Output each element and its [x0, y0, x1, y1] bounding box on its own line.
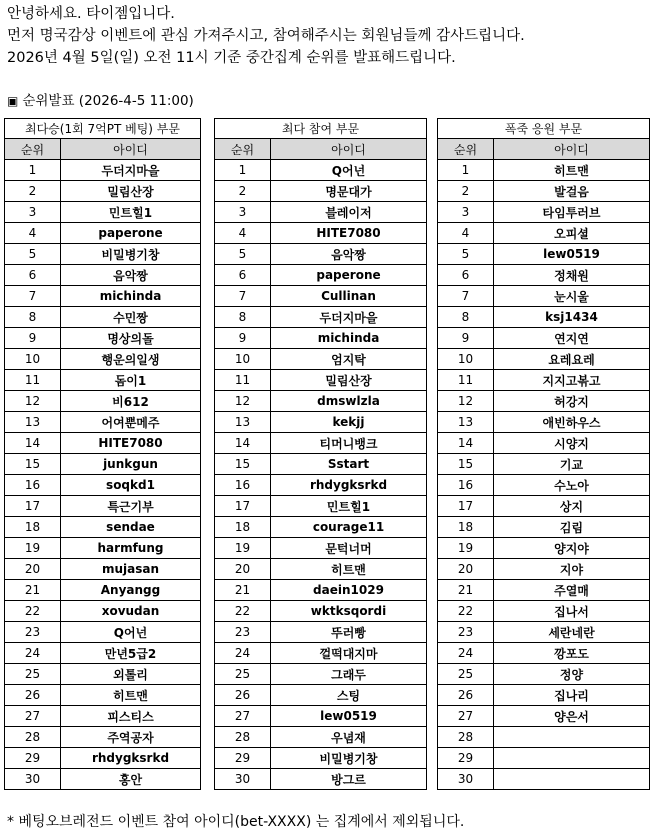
table-row — [5, 727, 201, 748]
table-row — [438, 433, 650, 454]
col-rank-header: 순위 — [215, 139, 271, 160]
ranking-table-firework-cheer — [437, 118, 650, 790]
rank-cell: 16 — [438, 475, 494, 496]
user-id-cell: sendae — [61, 517, 201, 538]
user-id-cell: 히트맨 — [61, 685, 201, 706]
table-row — [5, 475, 201, 496]
user-id-cell — [494, 748, 650, 769]
user-id-cell: harmfung — [61, 538, 201, 559]
user-id-cell: 방그르 — [271, 769, 427, 790]
user-id-cell: Q어넌 — [271, 160, 427, 181]
user-id-cell: 집나서 — [494, 601, 650, 622]
user-id-cell: rhdygksrkd — [271, 475, 427, 496]
table-row — [215, 202, 427, 223]
user-id-cell: 히트맨 — [271, 559, 427, 580]
table-row — [438, 286, 650, 307]
user-id-cell: 뚜러빵 — [271, 622, 427, 643]
rank-cell: 14 — [215, 433, 271, 454]
rank-cell: 15 — [5, 454, 61, 475]
user-id-cell: 지야 — [494, 559, 650, 580]
rank-cell: 6 — [438, 265, 494, 286]
rank-cell: 22 — [215, 601, 271, 622]
rank-cell: 27 — [215, 706, 271, 727]
user-id-cell: mujasan — [61, 559, 201, 580]
rank-cell: 10 — [215, 349, 271, 370]
rank-cell: 18 — [215, 517, 271, 538]
user-id-cell: courage11 — [271, 517, 427, 538]
section-heading — [7, 92, 194, 110]
user-id-cell: 문턱너머 — [271, 538, 427, 559]
table-row — [438, 769, 650, 790]
rank-cell: 17 — [438, 496, 494, 517]
table-row — [438, 748, 650, 769]
rank-cell: 29 — [215, 748, 271, 769]
user-id-cell: 스팅 — [271, 685, 427, 706]
user-id-cell: paperone — [61, 223, 201, 244]
section-title-text: 순위발표 (2026-4-5 11:00) — [22, 93, 194, 109]
rank-cell: 22 — [5, 601, 61, 622]
user-id-cell: 밀림산장 — [271, 370, 427, 391]
user-id-cell: 특근기부 — [61, 496, 201, 517]
user-id-cell: dmswlzla — [271, 391, 427, 412]
rank-cell: 30 — [5, 769, 61, 790]
table-row — [438, 370, 650, 391]
table-row — [215, 433, 427, 454]
rank-cell: 11 — [5, 370, 61, 391]
table-row — [438, 496, 650, 517]
table-row — [5, 391, 201, 412]
user-id-cell — [494, 769, 650, 790]
ranking-table-most-participation — [214, 118, 427, 790]
user-id-cell: 연지연 — [494, 328, 650, 349]
user-id-cell: 비612 — [61, 391, 201, 412]
rank-cell: 9 — [5, 328, 61, 349]
user-id-cell: soqkd1 — [61, 475, 201, 496]
rank-cell: 28 — [438, 727, 494, 748]
rank-cell: 12 — [215, 391, 271, 412]
user-id-cell: 홍안 — [61, 769, 201, 790]
user-id-cell: 요레요레 — [494, 349, 650, 370]
table-row — [438, 475, 650, 496]
user-id-cell: Anyangg — [61, 580, 201, 601]
col-id-header: 아이디 — [494, 139, 650, 160]
rank-cell: 16 — [5, 475, 61, 496]
user-id-cell: 명문대가 — [271, 181, 427, 202]
user-id-cell: 수노아 — [494, 475, 650, 496]
rank-cell: 14 — [5, 433, 61, 454]
user-id-cell: 양지야 — [494, 538, 650, 559]
rank-cell: 30 — [438, 769, 494, 790]
table-row — [215, 160, 427, 181]
user-id-cell: 상지 — [494, 496, 650, 517]
rank-cell: 11 — [215, 370, 271, 391]
user-id-cell: 비밀병기창 — [61, 244, 201, 265]
user-id-cell: michinda — [271, 328, 427, 349]
rank-cell: 8 — [215, 307, 271, 328]
rank-cell: 11 — [438, 370, 494, 391]
table-row — [438, 706, 650, 727]
square-bullet-icon: ▣ — [7, 94, 19, 108]
table-row — [438, 664, 650, 685]
user-id-cell: 정채원 — [494, 265, 650, 286]
table-row — [438, 727, 650, 748]
user-id-cell: 우념재 — [271, 727, 427, 748]
user-id-cell: daein1029 — [271, 580, 427, 601]
rank-cell: 20 — [215, 559, 271, 580]
rank-cell: 7 — [215, 286, 271, 307]
table-row — [438, 685, 650, 706]
user-id-cell: 그래두 — [271, 664, 427, 685]
table-row — [5, 664, 201, 685]
user-id-cell: 피스티스 — [61, 706, 201, 727]
rank-cell: 19 — [5, 538, 61, 559]
rank-cell: 27 — [5, 706, 61, 727]
rank-cell: 25 — [5, 664, 61, 685]
user-id-cell: junkgun — [61, 454, 201, 475]
rank-cell: 8 — [5, 307, 61, 328]
col-id-header: 아이디 — [271, 139, 427, 160]
rank-cell: 27 — [438, 706, 494, 727]
user-id-cell: 만년5급2 — [61, 643, 201, 664]
rank-cell: 1 — [215, 160, 271, 181]
table-row — [215, 244, 427, 265]
user-id-cell: 김림 — [494, 517, 650, 538]
user-id-cell: HITE7080 — [61, 433, 201, 454]
table-row — [215, 349, 427, 370]
rank-cell: 14 — [438, 433, 494, 454]
rank-cell: 21 — [5, 580, 61, 601]
table-row — [438, 601, 650, 622]
user-id-cell: 음악짱 — [61, 265, 201, 286]
table-row — [5, 160, 201, 181]
table-row — [5, 706, 201, 727]
table-row — [5, 349, 201, 370]
rank-cell: 17 — [5, 496, 61, 517]
rank-cell: 3 — [215, 202, 271, 223]
rank-cell: 24 — [5, 643, 61, 664]
user-id-cell: 껄떡대지마 — [271, 643, 427, 664]
table-row — [5, 412, 201, 433]
table-row — [438, 643, 650, 664]
table-row — [5, 454, 201, 475]
user-id-cell: 밀림산장 — [61, 181, 201, 202]
user-id-cell: xovudan — [61, 601, 201, 622]
rank-cell: 30 — [215, 769, 271, 790]
rank-cell: 19 — [438, 538, 494, 559]
table-row — [215, 496, 427, 517]
user-id-cell — [494, 727, 650, 748]
rank-cell: 21 — [215, 580, 271, 601]
rank-cell: 13 — [438, 412, 494, 433]
rank-cell: 4 — [438, 223, 494, 244]
table-row — [5, 580, 201, 601]
intro-text — [7, 3, 525, 69]
table-row — [215, 622, 427, 643]
table-row — [215, 286, 427, 307]
rank-cell: 1 — [438, 160, 494, 181]
table-row — [215, 412, 427, 433]
rank-cell: 5 — [5, 244, 61, 265]
rank-cell: 3 — [438, 202, 494, 223]
table-row — [438, 517, 650, 538]
rank-cell: 6 — [215, 265, 271, 286]
table-row — [438, 454, 650, 475]
rank-cell: 17 — [215, 496, 271, 517]
user-id-cell: 허강지 — [494, 391, 650, 412]
user-id-cell: 정양 — [494, 664, 650, 685]
table-row — [5, 202, 201, 223]
rank-cell: 5 — [438, 244, 494, 265]
user-id-cell: 어여뿐메주 — [61, 412, 201, 433]
rank-cell: 26 — [438, 685, 494, 706]
user-id-cell: 애빈하우스 — [494, 412, 650, 433]
user-id-cell: rhdygksrkd — [61, 748, 201, 769]
table-row — [5, 433, 201, 454]
user-id-cell: 블레이저 — [271, 202, 427, 223]
user-id-cell: Sstart — [271, 454, 427, 475]
rank-cell: 18 — [5, 517, 61, 538]
table-row — [215, 370, 427, 391]
rank-cell: 6 — [5, 265, 61, 286]
table-row — [438, 412, 650, 433]
user-id-cell: 세란네란 — [494, 622, 650, 643]
rank-cell: 20 — [5, 559, 61, 580]
table-row — [215, 307, 427, 328]
table-row — [215, 181, 427, 202]
table-row — [438, 244, 650, 265]
table-row — [438, 559, 650, 580]
user-id-cell: michinda — [61, 286, 201, 307]
user-id-cell: wktksqordi — [271, 601, 427, 622]
user-id-cell: 수민짱 — [61, 307, 201, 328]
user-id-cell: 민트힐1 — [271, 496, 427, 517]
user-id-cell: 주열매 — [494, 580, 650, 601]
user-id-cell: paperone — [271, 265, 427, 286]
table-row — [5, 769, 201, 790]
user-id-cell: 돔이1 — [61, 370, 201, 391]
table-row — [5, 685, 201, 706]
rank-cell: 15 — [215, 454, 271, 475]
table-row — [5, 643, 201, 664]
rank-cell: 10 — [438, 349, 494, 370]
table-row — [5, 307, 201, 328]
user-id-cell: 지지고볶고 — [494, 370, 650, 391]
rank-cell: 25 — [215, 664, 271, 685]
table-row — [215, 391, 427, 412]
user-id-cell: 양은서 — [494, 706, 650, 727]
user-id-cell: 집나리 — [494, 685, 650, 706]
rank-cell: 1 — [5, 160, 61, 181]
user-id-cell: 깡포도 — [494, 643, 650, 664]
user-id-cell: 눈시울 — [494, 286, 650, 307]
user-id-cell: 비밀병기창 — [271, 748, 427, 769]
user-id-cell: Cullinan — [271, 286, 427, 307]
table-row — [215, 727, 427, 748]
table-row — [215, 559, 427, 580]
user-id-cell: 오피셜 — [494, 223, 650, 244]
user-id-cell: 타임투러브 — [494, 202, 650, 223]
table-row — [5, 328, 201, 349]
rank-cell: 9 — [438, 328, 494, 349]
table-row — [5, 517, 201, 538]
user-id-cell: HITE7080 — [271, 223, 427, 244]
user-id-cell: 두더지마을 — [61, 160, 201, 181]
rank-cell: 23 — [215, 622, 271, 643]
table-row — [215, 769, 427, 790]
table-row — [438, 202, 650, 223]
table-row — [438, 391, 650, 412]
user-id-cell: 기교 — [494, 454, 650, 475]
user-id-cell: 시양지 — [494, 433, 650, 454]
table-row — [215, 223, 427, 244]
rank-cell: 13 — [215, 412, 271, 433]
rank-cell: 20 — [438, 559, 494, 580]
table-row — [438, 622, 650, 643]
col-rank-header: 순위 — [438, 139, 494, 160]
col-rank-header: 순위 — [5, 139, 61, 160]
table-row — [5, 622, 201, 643]
table-row — [5, 370, 201, 391]
table-row — [215, 706, 427, 727]
table-row — [438, 580, 650, 601]
table-row — [215, 643, 427, 664]
user-id-cell: 주역공자 — [61, 727, 201, 748]
rank-cell: 5 — [215, 244, 271, 265]
user-id-cell: 티머니뱅크 — [271, 433, 427, 454]
table-row — [215, 748, 427, 769]
table-row — [5, 538, 201, 559]
greeting-line: 안녕하세요. 타이젬입니다. — [7, 6, 175, 22]
rank-cell: 7 — [5, 286, 61, 307]
user-id-cell: lew0519 — [271, 706, 427, 727]
table-row — [438, 538, 650, 559]
rank-cell: 21 — [438, 580, 494, 601]
table-row — [215, 685, 427, 706]
rank-cell: 26 — [215, 685, 271, 706]
user-id-cell: 발걸음 — [494, 181, 650, 202]
announcement-line: 2026년 4월 5일(일) 오전 11시 기준 중간집계 순위를 발표해드립니다. — [7, 50, 456, 66]
table-row — [215, 517, 427, 538]
rank-cell: 4 — [5, 223, 61, 244]
rank-cell: 10 — [5, 349, 61, 370]
rank-cell: 22 — [438, 601, 494, 622]
footnote: * 베팅오브레전드 이벤트 참여 아이디(bet-XXXX) 는 집계에서 제외됩니다. — [7, 814, 465, 830]
rank-cell: 2 — [5, 181, 61, 202]
rank-cell: 28 — [215, 727, 271, 748]
user-id-cell: lew0519 — [494, 244, 650, 265]
rank-cell: 26 — [5, 685, 61, 706]
user-id-cell: 히트맨 — [494, 160, 650, 181]
rank-cell: 19 — [215, 538, 271, 559]
table-row — [438, 349, 650, 370]
table-row — [5, 181, 201, 202]
table-row — [215, 328, 427, 349]
rank-cell: 24 — [215, 643, 271, 664]
table-row — [5, 601, 201, 622]
table-row — [438, 307, 650, 328]
table-row — [5, 559, 201, 580]
rank-cell: 3 — [5, 202, 61, 223]
rank-cell: 23 — [438, 622, 494, 643]
rank-cell: 28 — [5, 727, 61, 748]
col-id-header: 아이디 — [61, 139, 201, 160]
rank-cell: 29 — [438, 748, 494, 769]
rank-cell: 9 — [215, 328, 271, 349]
user-id-cell: ksj1434 — [494, 307, 650, 328]
rank-cell: 2 — [438, 181, 494, 202]
table-row — [215, 538, 427, 559]
table-row — [5, 265, 201, 286]
rank-cell: 24 — [438, 643, 494, 664]
user-id-cell: 민트힐1 — [61, 202, 201, 223]
rank-cell: 18 — [438, 517, 494, 538]
table-row — [438, 160, 650, 181]
table-row — [438, 265, 650, 286]
rank-cell: 16 — [215, 475, 271, 496]
rank-cell: 25 — [438, 664, 494, 685]
table-row — [5, 748, 201, 769]
rank-cell: 13 — [5, 412, 61, 433]
rank-cell: 7 — [438, 286, 494, 307]
rank-cell: 12 — [438, 391, 494, 412]
user-id-cell: 행운의일생 — [61, 349, 201, 370]
table-title: 최다 참여 부문 — [215, 119, 427, 139]
user-id-cell: Q어넌 — [61, 622, 201, 643]
table-row — [215, 265, 427, 286]
table-title: 폭죽 응원 부문 — [438, 119, 650, 139]
rank-cell: 15 — [438, 454, 494, 475]
table-row — [438, 181, 650, 202]
table-title: 최다승(1회 7억PT 베팅) 부문 — [5, 119, 201, 139]
table-row — [5, 244, 201, 265]
table-row — [215, 475, 427, 496]
user-id-cell: 두더지마을 — [271, 307, 427, 328]
table-row — [215, 664, 427, 685]
rank-cell: 4 — [215, 223, 271, 244]
user-id-cell: 외톨리 — [61, 664, 201, 685]
user-id-cell: 음악짱 — [271, 244, 427, 265]
rank-cell: 8 — [438, 307, 494, 328]
rank-cell: 12 — [5, 391, 61, 412]
rank-cell: 2 — [215, 181, 271, 202]
user-id-cell: kekjj — [271, 412, 427, 433]
table-row — [215, 454, 427, 475]
ranking-table-most-wins — [4, 118, 201, 790]
table-row — [438, 328, 650, 349]
table-row — [5, 496, 201, 517]
user-id-cell: 엄지탁 — [271, 349, 427, 370]
thanks-line: 먼저 명국감상 이벤트에 관심 가져주시고, 참여해주시는 회원님들께 감사드립니다. — [7, 28, 525, 44]
table-row — [215, 580, 427, 601]
table-row — [5, 223, 201, 244]
user-id-cell: 명상의돌 — [61, 328, 201, 349]
rank-cell: 29 — [5, 748, 61, 769]
rank-cell: 23 — [5, 622, 61, 643]
table-row — [438, 223, 650, 244]
table-row — [215, 601, 427, 622]
table-row — [5, 286, 201, 307]
